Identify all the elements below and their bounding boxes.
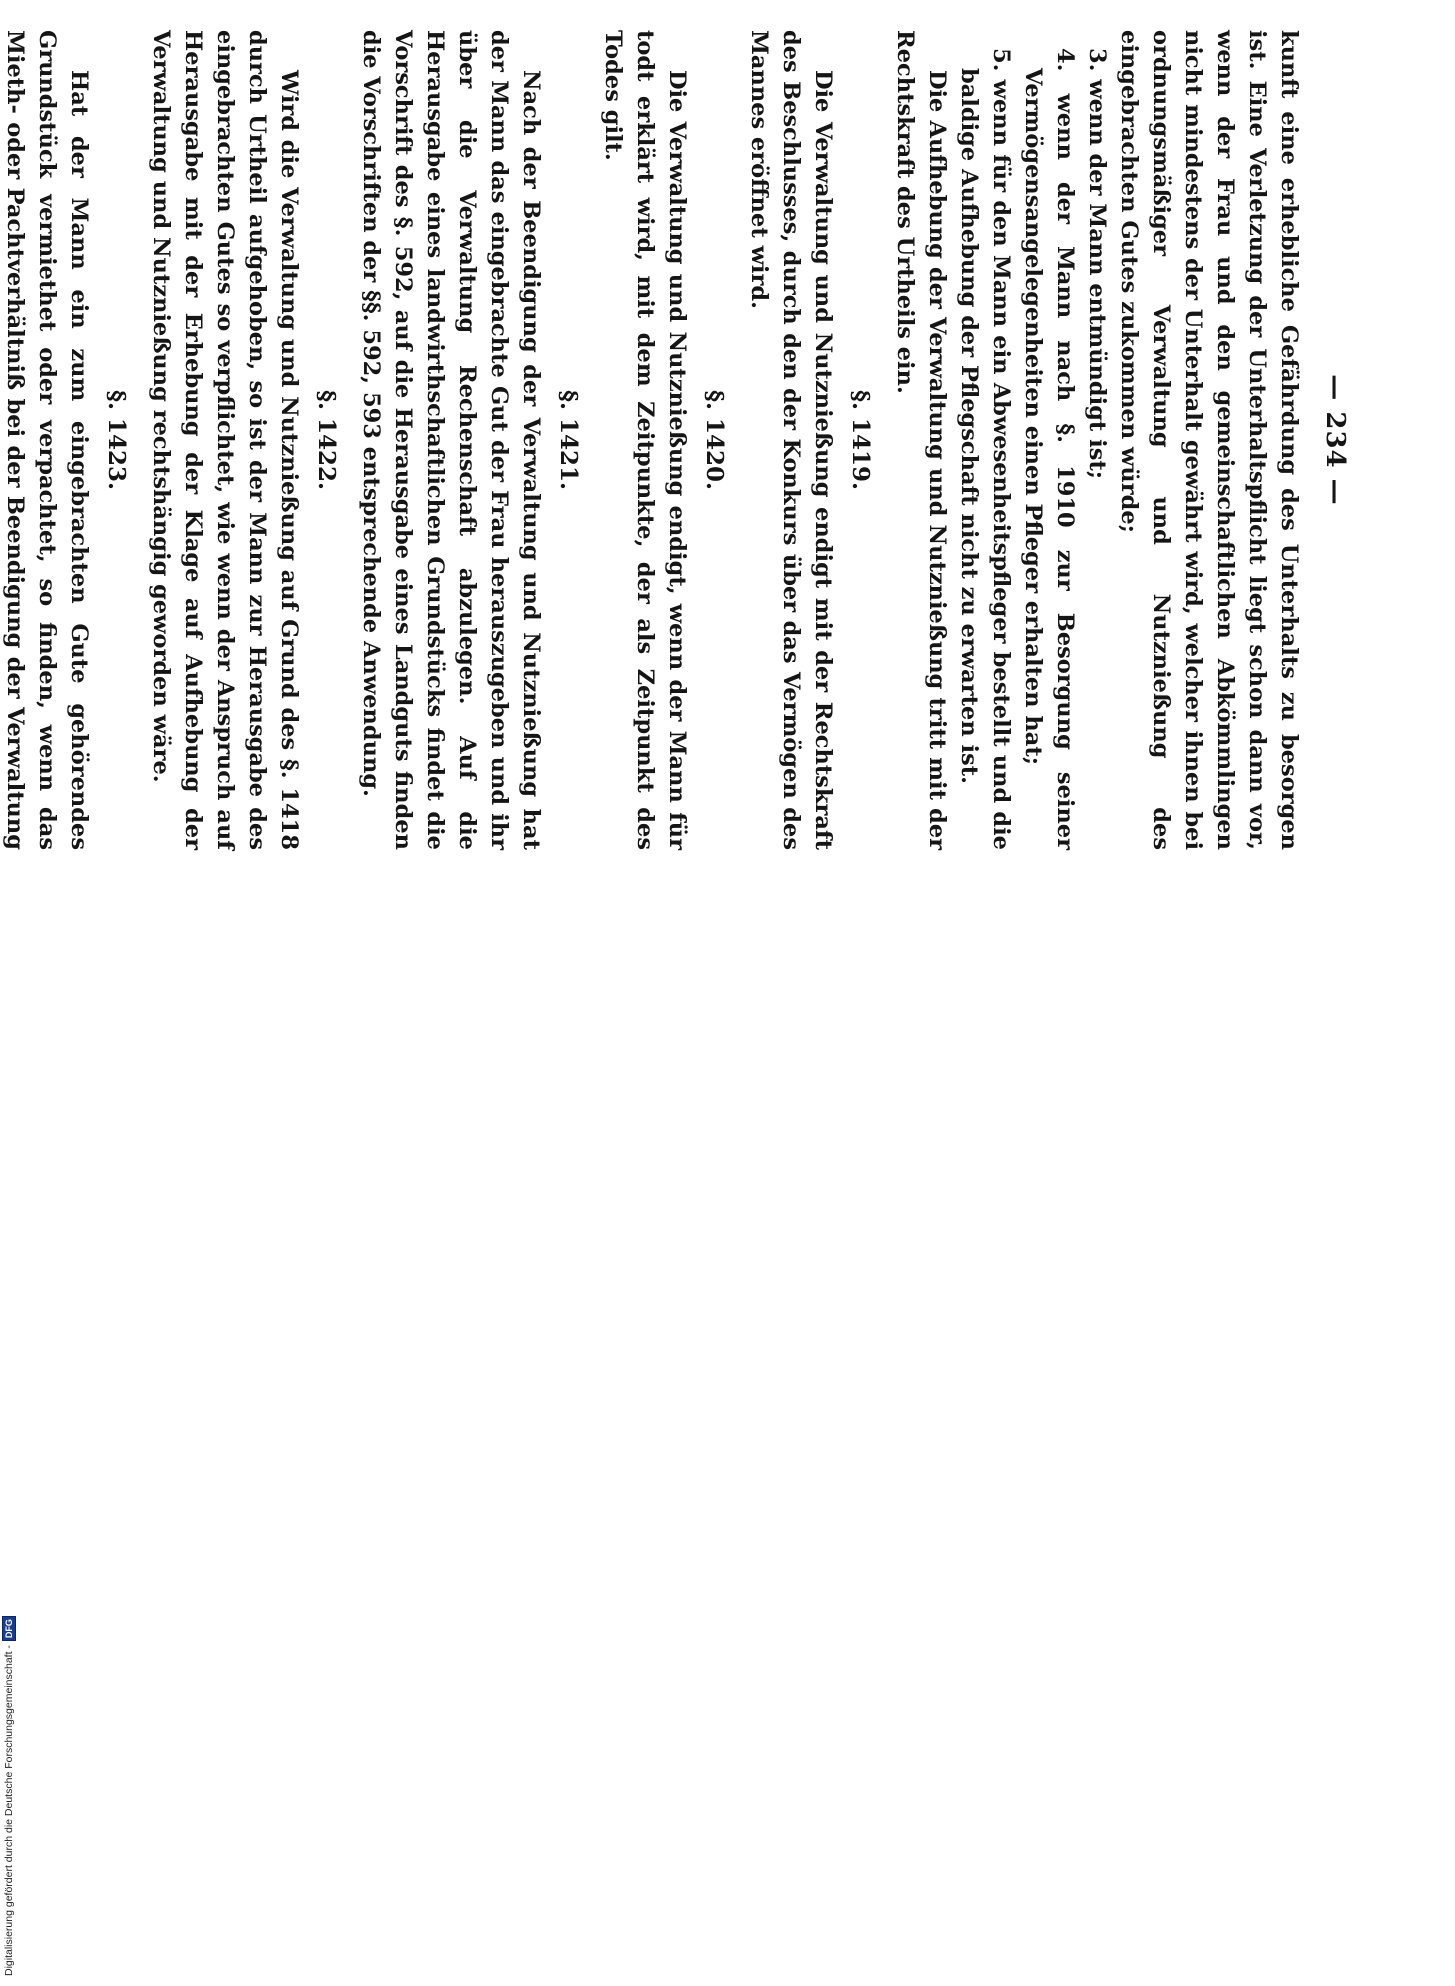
page-body (0, 30, 1355, 850)
paragraph: kunft eine erhebliche Gefährdung des Unterhalts zu besorgen ist. Eine Verletzung der Unterhaltspflicht liegt schon dann vor, wenn der Frau und den gemeinschaftlichen Abkömmlingen nicht mindestens der Unterhalt gewährt wird, welcher ihnen bei ordnungsmäßiger Verwaltung und Nutznießung des eingebrachten Gutes zukommen würde; (1116, 30, 1302, 850)
list-item: 5. wenn für den Mann ein Abwesenheitspfleger bestellt und die baldige Aufhebung der Pflegschaft nicht zu erwarten ist. (956, 48, 1014, 850)
paragraph: Die Aufhebung der Verwaltung und Nutznießung tritt mit der Rechtskraft des Urtheils ein. (892, 30, 950, 850)
list-item: 4. wenn der Mann nach §. 1910 zur Besorgung seiner Vermögensangelegenheiten einen Pfleger erhalten hat; (1020, 48, 1078, 850)
paragraph: Wird die Verwaltung und Nutznießung auf Grund des §. 1418 durch Urtheil aufgehoben, so ist der Mann zur Herausgabe des eingebrachten Gutes so verpflichtet, wie wenn der Anspruch auf Herausgabe mit der Erhebung der Klage auf Aufhebung der Verwaltung und Nutznießung rechtshängig geworden wäre. (148, 30, 302, 850)
section-heading: §. 1419. (847, 389, 874, 491)
digitization-credit-line (2, 986, 16, 1986)
credit-text: Digitalisierung gefördert durch die Deutsche Forschungsgemeinschaft - (3, 1645, 15, 1976)
paragraph: Die Verwaltung und Nutznießung endigt mit der Rechtskraft des Beschlusses, durch den der Konkurs über das Vermögen des Mannes eröffnet wird. (746, 30, 836, 850)
section-heading: §. 1422. (313, 389, 340, 491)
section-heading: §. 1423. (103, 389, 130, 491)
paragraph: Hat der Mann ein zum eingebrachten Gute gehörendes Grundstück vermiethet oder verpachtet, so finden, wenn das Mieth- oder Pachtverhältniß bei der Beendigung der Verwaltung (2, 30, 92, 850)
paragraph: Die Verwaltung und Nutznießung endigt, wenn der Mann für todt erklärt wird, mit dem Zeitpunkte, der als Zeitpunkt des Todes gilt. (600, 30, 690, 850)
paragraph: Nach der Beendigung der Verwaltung und Nutznießung hat der Mann das eingebrachte Gut der Frau herauszugeben und ihr über die Verwaltung Rechenschaft abzulegen. Auf die Herausgabe eines landwirthschaftlichen Grundstücks findet die Vorschrift des §. 592, auf die Herausgabe eines Landguts finden die Vorschriften der §§. 592, 593 entsprechende Anwendung. (358, 30, 544, 850)
section-heading: §. 1420. (701, 389, 728, 491)
digitization-credit (2, 0, 16, 1976)
page-number: — 234 — (1320, 374, 1350, 506)
list-item: 3. wenn der Mann entmündigt ist; (1084, 48, 1110, 480)
dfg-logo: DFG (2, 1616, 16, 1641)
section-heading: §. 1421. (555, 389, 582, 491)
